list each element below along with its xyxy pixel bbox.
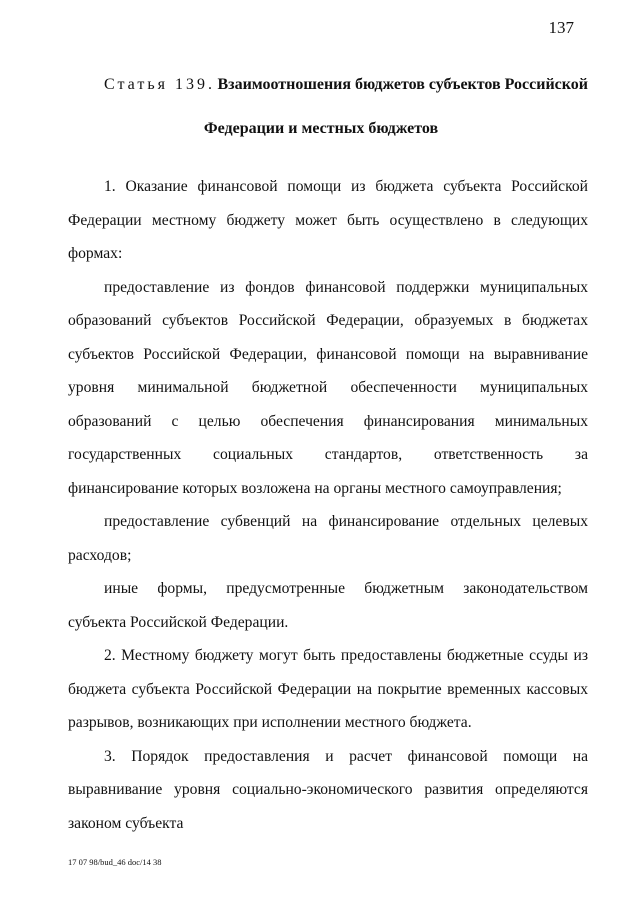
article-label: Статья 139. (104, 76, 215, 93)
paragraph-1: 1. Оказание финансовой помощи из бюджета субъекта Российской Федерации местному бюджету может быть осуществлено в следующих формах: (68, 178, 588, 262)
page-number: 137 (548, 18, 574, 37)
paragraph-5: 2. Местному бюджету могут быть предоставлены бюджетные ссуды из бюджета субъекта Российской Федерации на покрытие временных кассовых разрывов, возникающих при исполнении местного бюджета. (68, 647, 588, 731)
article-body (68, 170, 588, 840)
file-footer: 17 07 98/bud_46 doc/14 38 (68, 857, 162, 867)
article-title-line-2: Федерации и местных бюджетов (203, 120, 439, 137)
article-heading (104, 63, 588, 151)
paragraph-3: предоставление субвенций на финансирование отдельных целевых расходов; (68, 513, 588, 564)
article-title-line-1: Взаимоотношения бюджетов субъектов Российской (217, 76, 588, 93)
paragraph-4: иные формы, предусмотренные бюджетным законодательством субъекта Российской Федерации. (68, 580, 588, 631)
paragraph-6: 3. Порядок предоставления и расчет финансовой помощи на выравнивание уровня социально-экономического развития определяются законом субъекта (68, 747, 588, 832)
paragraph-2: предоставление из фондов финансовой поддержки муниципальных образований субъектов Российской Федерации, образуемых в бюджетах субъектов Российской Федерации, финансовой помощи на выравнивание уровня минимальной бюджетной обеспеченности муниципальных образований с целью обеспечения финансирования минимальных государственных социальных стандартов, ответственность за финансирование которых возложена на органы местного самоуправления; (68, 278, 588, 497)
